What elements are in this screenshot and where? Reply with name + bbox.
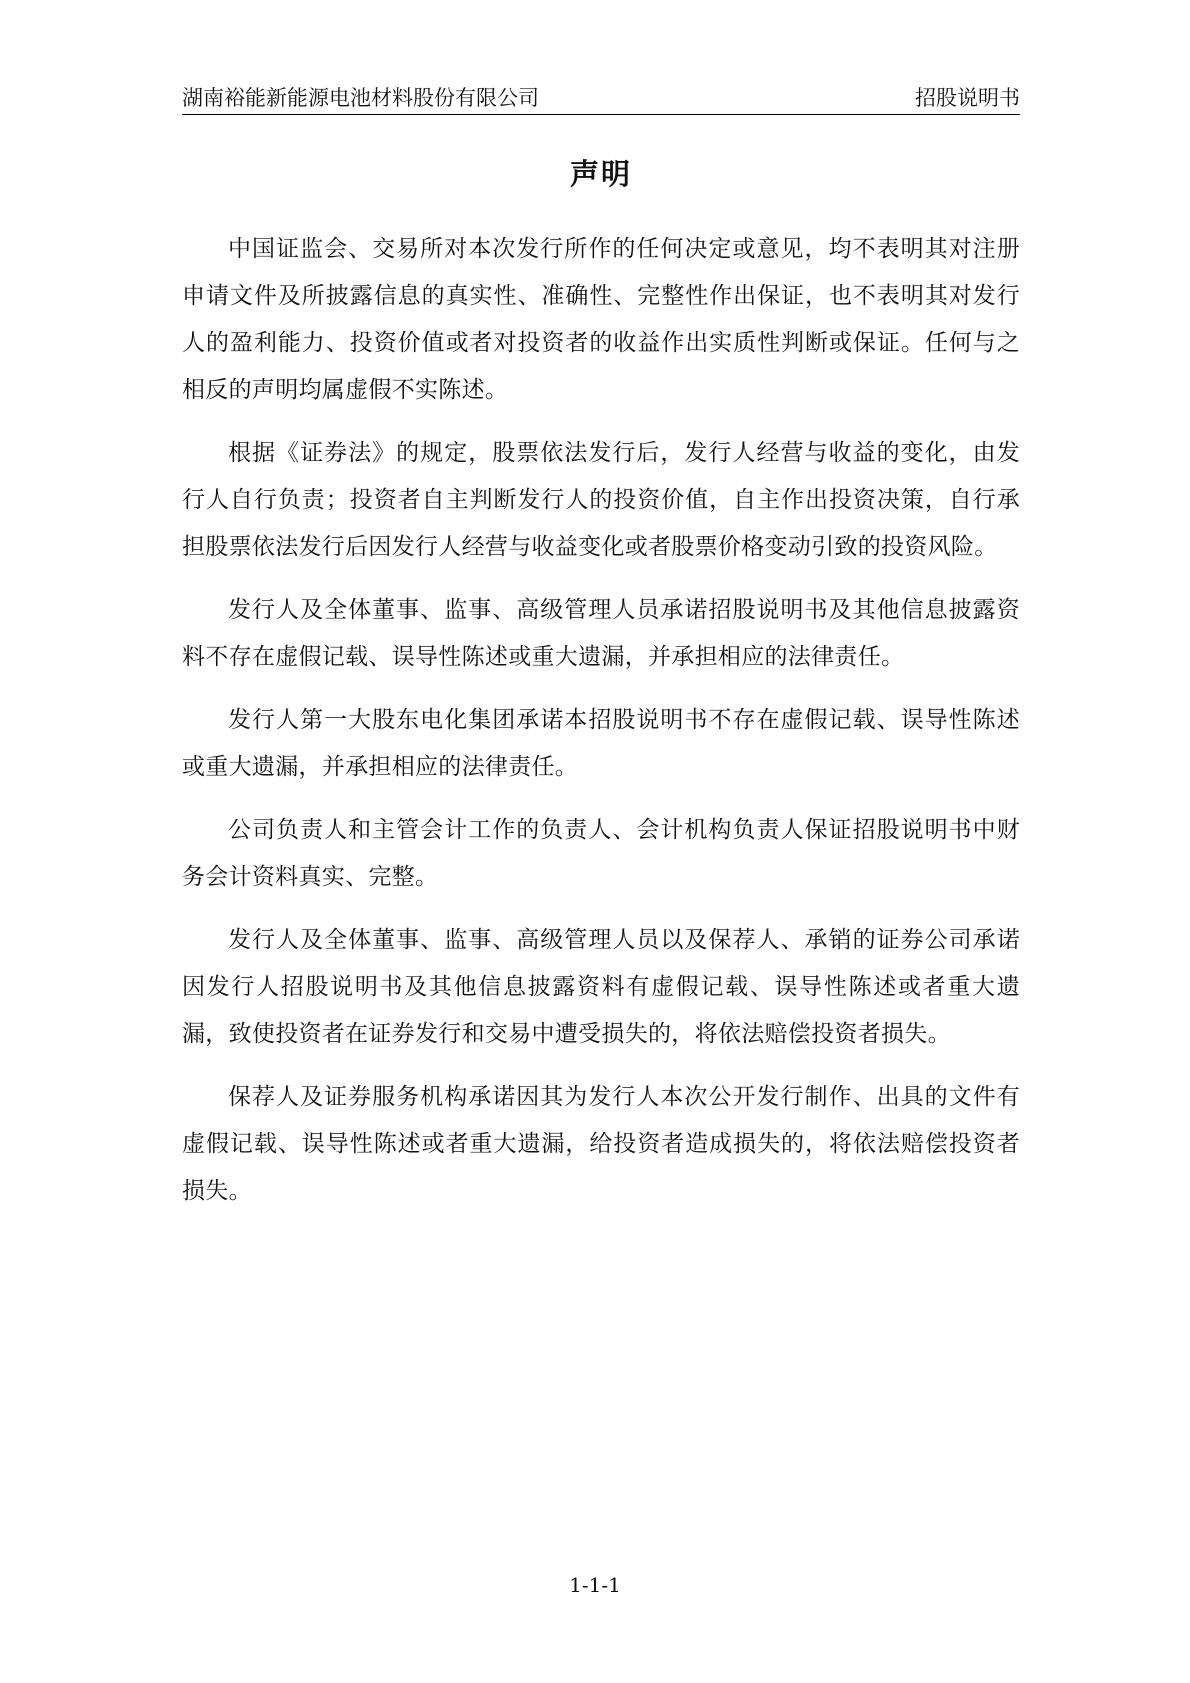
header-document-type: 招股说明书 — [915, 86, 1020, 110]
statement-paragraph-regulator-disclaimer: 中国证监会、交易所对本次发行所作的任何决定或意见，均不表明其对注册申请文件及所披露信息的真实性、准确性、完整性作出保证，也不表明其对发行人的盈利能力、投资价值或者对投资者的收益作出实质性判断或保证。任何与之相反的声明均属虚假不实陈述。 — [182, 236, 1020, 403]
statement-paragraph-financial-accuracy: 公司负责人和主管会计工作的负责人、会计机构负责人保证招股说明书中财务会计资料真实、完整。 — [182, 817, 1020, 890]
statement-paragraph-investment-risk: 根据《证券法》的规定，股票依法发行后，发行人经营与收益的变化，由发行人自行负责；投资者自主判断发行人的投资价值，自主作出投资决策，自行承担股票依法发行后因发行人经营与收益变化或者股票价格变动引致的投资风险。 — [182, 440, 1020, 560]
statement-paragraph-sponsor-commitment: 保荐人及证券服务机构承诺因其为发行人本次公开发行制作、出具的文件有虚假记载、误导性陈述或者重大遗漏，给投资者造成损失的，将依法赔偿投资者损失。 — [182, 1084, 1020, 1204]
page-header — [182, 84, 1020, 115]
statement-paragraph-major-shareholder-commitment: 发行人第一大股东电化集团承诺本招股说明书不存在虚假记载、误导性陈述或重大遗漏，并承担相应的法律责任。 — [182, 707, 1020, 780]
page-number: 1-1-1 — [569, 1573, 621, 1597]
page-title: 声明 — [569, 157, 632, 191]
statement-paragraph-directors-commitment: 发行人及全体董事、监事、高级管理人员承诺招股说明书及其他信息披露资料不存在虚假记载、误导性陈述或重大遗漏，并承担相应的法律责任。 — [182, 597, 1020, 670]
statement-body — [182, 226, 1020, 1231]
header-company-name: 湖南裕能新能源电池材料股份有限公司 — [182, 86, 539, 110]
statement-paragraph-compensation-commitment: 发行人及全体董事、监事、高级管理人员以及保荐人、承销的证券公司承诺因发行人招股说明书及其他信息披露资料有虚假记载、误导性陈述或者重大遗漏，致使投资者在证券发行和交易中遭受损失的，将依法赔偿投资者损失。 — [182, 927, 1020, 1047]
